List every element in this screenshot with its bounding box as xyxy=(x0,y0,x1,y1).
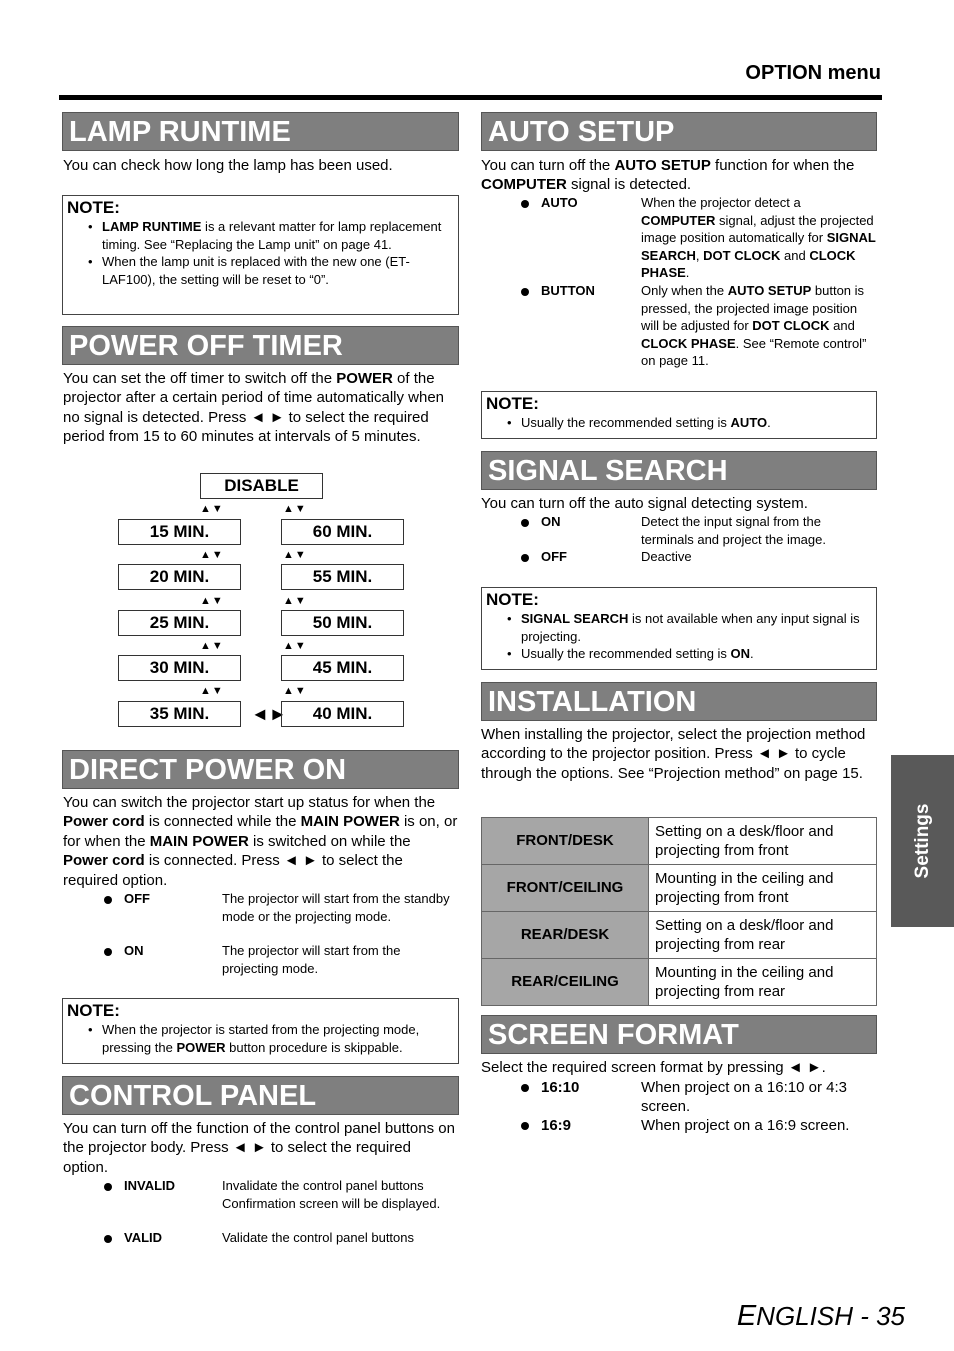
desc-bold: CLOCK PHASE xyxy=(641,335,736,351)
note-item xyxy=(521,610,870,645)
option-label: BUTTON xyxy=(541,283,595,298)
header-rule xyxy=(59,95,882,100)
timer-left-3: 30 MIN. xyxy=(118,655,241,681)
option-label: OFF xyxy=(541,549,567,564)
option-desc xyxy=(641,194,877,282)
screen-format-heading: SCREEN FORMAT xyxy=(481,1015,877,1054)
power-off-timer-heading: POWER OFF TIMER xyxy=(62,326,459,365)
body-text: function for when the xyxy=(710,157,855,174)
option-label: 16:10 xyxy=(541,1079,580,1096)
note-item xyxy=(102,1021,452,1056)
option-desc: Deactive xyxy=(641,549,692,564)
bullet-icon xyxy=(104,948,112,956)
note-heading: NOTE: xyxy=(486,394,539,413)
table-value: Mounting in the ceiling and projecting from front xyxy=(649,865,877,912)
note-heading: NOTE: xyxy=(67,1001,120,1020)
option-desc: Invalidate the control panel buttons Confirmation screen will be displayed. xyxy=(222,1178,441,1211)
table-row xyxy=(482,912,877,959)
settings-side-tab xyxy=(891,755,954,927)
option-item xyxy=(521,1078,877,1116)
timer-left-2: 25 MIN. xyxy=(118,610,241,636)
note-text: . xyxy=(750,646,754,661)
body-bold: COMPUTER xyxy=(481,176,567,194)
note-item xyxy=(521,414,870,432)
timer-left-1: 20 MIN. xyxy=(118,564,241,590)
updown-arrow-icon: ▲▼ xyxy=(200,503,224,515)
direct-power-on-heading: DIRECT POWER ON xyxy=(62,750,459,789)
note-heading: NOTE: xyxy=(486,590,539,609)
footer-initial: E xyxy=(736,1300,757,1332)
updown-arrow-icon: ▲▼ xyxy=(200,549,224,561)
note-item xyxy=(102,253,452,288)
option-item xyxy=(521,548,877,566)
desc-text: . See “Remote control” on page 11. xyxy=(641,335,867,369)
updown-arrow-icon: ▲▼ xyxy=(283,640,307,652)
timer-left-0: 15 MIN. xyxy=(118,519,241,545)
table-key: REAR/DESK xyxy=(482,912,649,959)
timer-right-2: 50 MIN. xyxy=(281,610,404,636)
body-text: You can turn off the xyxy=(481,157,615,174)
desc-bold: AUTO SETUP xyxy=(727,283,812,298)
leftright-arrow-icon: ◄► xyxy=(251,704,287,724)
note-item xyxy=(102,218,452,253)
header-title: OPTION menu xyxy=(745,62,881,84)
auto-setup-heading: AUTO SETUP xyxy=(481,112,877,151)
note-bold: SIGNAL SEARCH xyxy=(521,611,629,626)
updown-arrow-icon: ▲▼ xyxy=(283,595,307,607)
table-value: Setting on a desk/floor and projecting from rear xyxy=(649,912,877,959)
bullet-icon xyxy=(104,1235,112,1243)
lamp-runtime-heading: LAMP RUNTIME xyxy=(62,112,459,151)
note-item xyxy=(521,645,870,663)
installation-body: When installing the projector, select the projection method according to the projector position. Press ◄ ► to cycle through the options. See “Projection method” on page 15. xyxy=(481,726,866,782)
note-text: is not available when any input signal is projecting. xyxy=(521,611,860,644)
note-text: When the projector is started from the projecting mode, pressing the xyxy=(102,1022,420,1055)
note-text: button procedure is skippable. xyxy=(225,1039,403,1055)
option-item xyxy=(104,890,459,942)
desc-text: button is pressed, the projected image position will be adjusted for xyxy=(641,283,865,334)
timer-right-0: 60 MIN. xyxy=(281,519,404,545)
option-label: VALID xyxy=(124,1230,163,1245)
updown-arrow-icon: ▲▼ xyxy=(283,685,307,697)
desc-text: and xyxy=(780,247,810,263)
timer-right-4: 40 MIN. xyxy=(281,701,404,727)
timer-left-4: 35 MIN. xyxy=(118,701,241,727)
timer-disable: DISABLE xyxy=(200,473,323,499)
option-item xyxy=(104,1177,459,1229)
desc-text: signal, adjust the projected image position automatically for xyxy=(641,212,874,246)
option-item xyxy=(104,1229,459,1247)
updown-arrow-icon: ▲▼ xyxy=(200,640,224,652)
option-desc: When project on a 16:10 or 4:3 screen. xyxy=(641,1079,847,1116)
body-bold: MAIN POWER xyxy=(149,832,249,850)
table-row xyxy=(482,818,877,865)
note-heading: NOTE: xyxy=(67,198,120,217)
option-desc: Detect the input signal from the terminals and project the image. xyxy=(641,514,826,547)
screen-format-body: Select the required screen format by pressing ◄ ►. xyxy=(481,1059,826,1076)
lamp-runtime-note xyxy=(62,195,459,315)
note-text: When the lamp unit is replaced with the new one (ET-LAF100), the setting will be reset to “0”. xyxy=(102,254,410,287)
desc-bold: SIGNAL SEARCH xyxy=(641,230,876,263)
option-item xyxy=(521,1116,877,1135)
body-bold: MAIN POWER xyxy=(300,813,400,831)
body-text: is connected. Press ◄ ► to select the required option. xyxy=(63,852,403,889)
page-footer xyxy=(737,1300,905,1333)
desc-text: Only when the xyxy=(641,283,728,298)
bullet-icon xyxy=(104,896,112,904)
option-item xyxy=(521,513,877,549)
table-value: Setting on a desk/floor and projecting from front xyxy=(649,818,877,865)
bullet-icon xyxy=(521,288,529,296)
updown-arrow-icon: ▲▼ xyxy=(283,503,307,515)
option-label: AUTO xyxy=(541,195,578,210)
option-item xyxy=(104,942,459,978)
body-text: is switched on while the xyxy=(248,832,411,850)
direct-power-on-body xyxy=(63,793,459,890)
updown-arrow-icon: ▲▼ xyxy=(200,595,224,607)
option-desc xyxy=(641,282,877,370)
body-text: signal is detected. xyxy=(566,176,692,194)
bullet-icon xyxy=(521,200,529,208)
table-key: FRONT/DESK xyxy=(482,818,649,865)
desc-text: , xyxy=(695,247,704,263)
option-desc: The projector will start from the standby mode or the projecting mode. xyxy=(222,891,450,924)
option-label: ON xyxy=(124,943,144,958)
option-desc: When project on a 16:9 screen. xyxy=(641,1117,850,1134)
note-text: Usually the recommended setting is xyxy=(521,646,731,661)
body-text: is on, or for when the xyxy=(63,813,458,850)
signal-search-body: You can turn off the auto signal detecting system. xyxy=(481,495,808,512)
desc-bold: DOT CLOCK xyxy=(752,318,830,334)
body-text: is connected while the xyxy=(144,813,301,831)
body-bold: AUTO SETUP xyxy=(614,157,711,174)
table-row xyxy=(482,865,877,912)
desc-bold: CLOCK PHASE xyxy=(641,247,856,281)
option-label: OFF xyxy=(124,891,150,906)
option-label: INVALID xyxy=(124,1178,176,1193)
control-panel-body: You can turn off the function of the control panel buttons on the projector body. Press ◄ ► to select the required option. xyxy=(63,1120,455,1176)
bullet-icon xyxy=(521,519,529,527)
body-text: You can set the off timer to switch off the xyxy=(63,370,337,387)
option-label: 16:9 xyxy=(541,1117,572,1134)
desc-text: and xyxy=(829,318,855,334)
table-key: FRONT/CEILING xyxy=(482,865,649,912)
footer-text: NGLISH - 35 xyxy=(756,1301,905,1331)
timer-right-1: 55 MIN. xyxy=(281,564,404,590)
installation-table xyxy=(481,817,877,1006)
body-text: of the projector after a certain period of time automatically when no signal is detected. Press ◄ ► to select the required period from 15 to 60 minutes at intervals of 5 minutes. xyxy=(63,370,445,446)
table-value: Mounting in the ceiling and projecting from rear xyxy=(649,959,877,1006)
direct-power-on-note xyxy=(62,998,459,1064)
table-key: REAR/CEILING xyxy=(482,959,649,1006)
desc-bold: COMPUTER xyxy=(641,212,716,228)
bullet-icon xyxy=(521,1122,529,1130)
bullet-icon xyxy=(104,1183,112,1191)
note-text: is a relevant matter for lamp replacement timing. See “Replacing the Lamp unit” on page 41. xyxy=(102,219,442,252)
desc-bold: DOT CLOCK xyxy=(703,247,781,263)
option-desc: The projector will start from the projecting mode. xyxy=(222,943,401,976)
note-text: Usually the recommended setting is xyxy=(521,415,731,430)
side-tab-label: Settings xyxy=(911,803,933,879)
power-off-timer-body xyxy=(63,369,459,447)
option-label: ON xyxy=(541,514,561,529)
desc-text: . xyxy=(685,265,690,281)
body-bold: Power cord xyxy=(63,852,145,870)
note-bold: POWER xyxy=(176,1039,226,1055)
body-bold: Power cord xyxy=(63,813,145,831)
desc-text: When the projector detect a xyxy=(641,195,801,210)
body-text: You can switch the projector start up status for when the xyxy=(63,794,436,811)
body-bold: POWER xyxy=(336,370,393,387)
bullet-icon xyxy=(521,1084,529,1092)
option-desc: Validate the control panel buttons xyxy=(222,1230,415,1245)
auto-setup-body xyxy=(481,156,877,195)
control-panel-heading: CONTROL PANEL xyxy=(62,1076,459,1115)
table-row xyxy=(482,959,877,1006)
note-text: . xyxy=(767,415,771,430)
installation-heading: INSTALLATION xyxy=(481,682,877,721)
signal-search-note xyxy=(481,587,877,670)
updown-arrow-icon: ▲▼ xyxy=(200,685,224,697)
auto-setup-note xyxy=(481,391,877,439)
signal-search-heading: SIGNAL SEARCH xyxy=(481,451,877,490)
note-bold: ON xyxy=(730,646,751,661)
updown-arrow-icon: ▲▼ xyxy=(283,549,307,561)
option-item xyxy=(521,282,877,372)
bullet-icon xyxy=(521,554,529,562)
note-bold: LAMP RUNTIME xyxy=(102,219,202,234)
note-bold: AUTO xyxy=(730,415,768,430)
lamp-runtime-body: You can check how long the lamp has been used. xyxy=(63,157,393,174)
timer-right-3: 45 MIN. xyxy=(281,655,404,681)
option-item xyxy=(521,194,877,282)
